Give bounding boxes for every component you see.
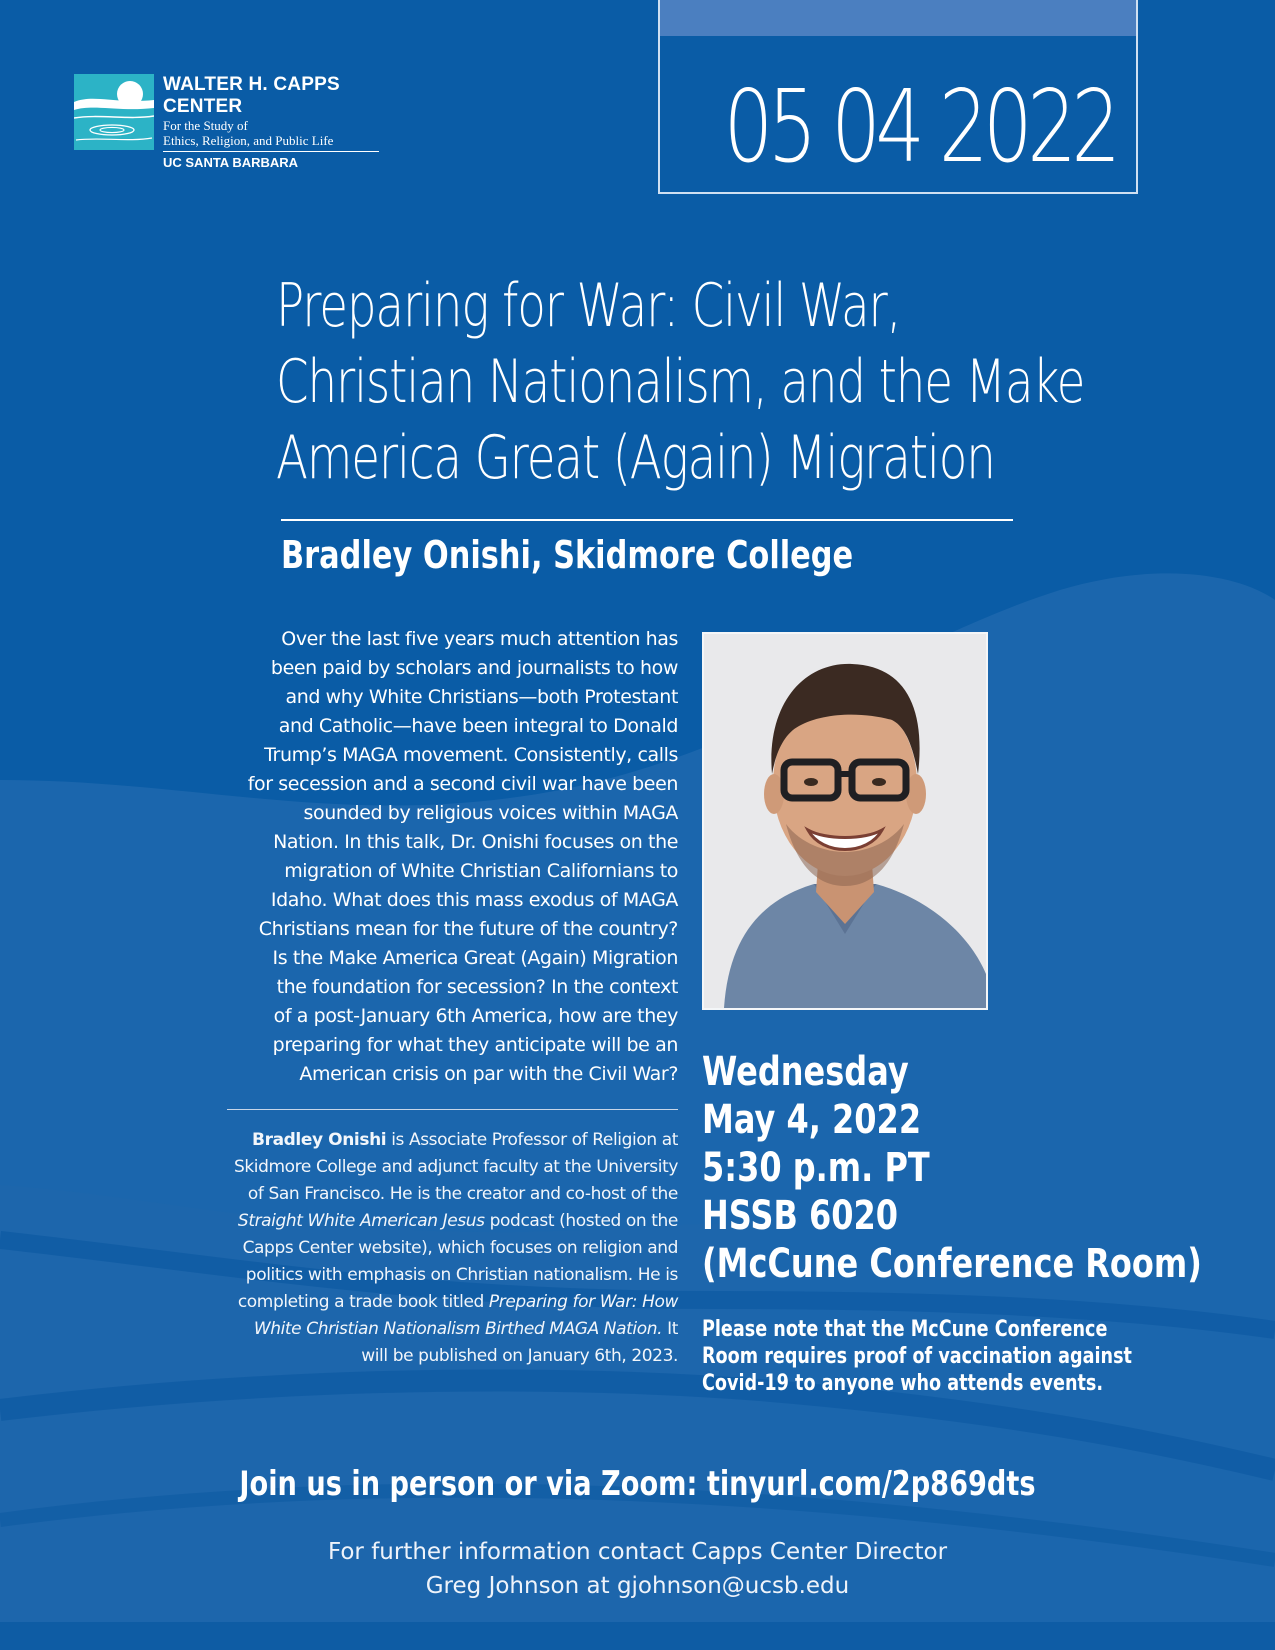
event-date-large: 05 04 2022	[724, 68, 1116, 185]
event-details	[702, 1048, 1202, 1288]
event-time: 5:30 p.m. PT	[702, 1145, 930, 1191]
zoom-link[interactable]: Join us in person or via Zoom: tinyurl.com/2p869dts	[239, 1464, 1036, 1504]
event-date: May 4, 2022	[702, 1097, 922, 1143]
title-line-3: America Great (Again) Migration	[276, 423, 995, 493]
title-line-2: Christian Nationalism, and the Make	[276, 347, 1085, 417]
logo-subtitle-2: Ethics, Religion, and Public Life	[163, 133, 334, 148]
title-line-1: Preparing for War: Civil War,	[276, 271, 901, 341]
speaker-bio	[225, 1127, 678, 1370]
vaccination-note: Please note that the McCune Conference Room requires proof of vaccination against Covid-19 to anyone who attends events.	[702, 1317, 1132, 1396]
bio-podcast-title: Straight White American Jesus	[237, 1211, 485, 1231]
wave-sun-icon	[74, 74, 154, 150]
abstract-divider	[227, 1109, 678, 1110]
bio-name: Bradley Onishi	[252, 1130, 387, 1150]
date-band	[660, 0, 1136, 36]
bio-text-3: It will be published on January 6th, 2023.	[361, 1319, 678, 1366]
logo-university: UC SANTA BARBARA	[163, 155, 299, 170]
logo-center-name: WALTER H. CAPPS CENTER	[163, 74, 340, 117]
talk-abstract: Over the last five years much attention has been paid by scholars and journalists to how and why White Christians—both Protestant and Catholic—have been integral to Donald Trump’s MAGA movement. Consistently, calls for secession and a second civil war have been sounded by religious voices within MAGA Nation. In this talk, Dr. Onishi focuses on the migration of White Christian Californians to Idaho. What does this mass exodus of MAGA Christians mean for the future of the country? Is the Make America Great (Again) Migration the foundation for secession? In the context of a post-January 6th America, how are they preparing for what they anticipate will be an American crisis on par with the Civil War?	[247, 628, 678, 1085]
logo-divider	[163, 151, 379, 152]
bio-book-title: Preparing for War: How White Christian Nationalism Birthed MAGA Nation.	[253, 1292, 678, 1339]
event-title	[276, 268, 1118, 496]
speaker-portrait-image	[704, 634, 986, 1008]
date-box	[658, 0, 1138, 194]
event-room-name: (McCune Conference Room)	[702, 1241, 1202, 1287]
logo-subtitle-1: For the Study of	[163, 118, 248, 133]
event-day: Wednesday	[702, 1049, 909, 1095]
speaker-name: Bradley Onishi, Skidmore College	[281, 533, 854, 577]
event-room: HSSB 6020	[702, 1193, 899, 1239]
contact-line-2[interactable]: Greg Johnson at gjohnson@ucsb.edu	[425, 1573, 850, 1599]
speaker-photo	[702, 632, 988, 1010]
title-divider	[281, 519, 1013, 521]
capps-center-logo	[74, 74, 394, 170]
contact-line-1: For further information contact Capps Center Director	[327, 1539, 948, 1565]
bio-text-1: is Associate Professor of Religion at Skidmore College and adjunct faculty at the University of San Francisco. He is the creator and co-host of the	[233, 1130, 678, 1204]
bio-text-2: podcast (hosted on the Capps Center website), which focuses on religion and politics with emphasis on Christian nationalism. He is completing a trade book titled	[237, 1211, 678, 1312]
contact-info	[0, 1535, 1275, 1603]
